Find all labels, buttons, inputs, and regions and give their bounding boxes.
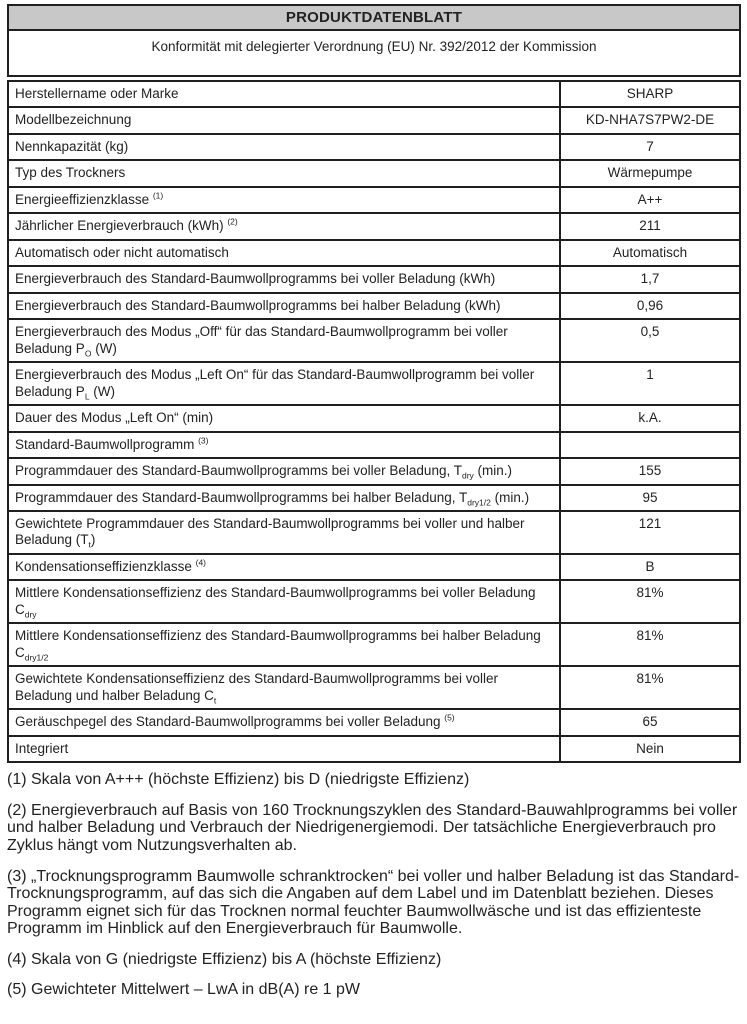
- table-row: [8, 266, 740, 292]
- table-row: [8, 213, 740, 239]
- row-value: 1,7: [560, 266, 740, 292]
- row-value: 121: [560, 511, 740, 554]
- table-row: [8, 187, 740, 213]
- subscript: dry: [461, 470, 474, 481]
- table-row: [8, 160, 740, 186]
- row-label: Energieverbrauch des Modus „Left On“ für das Standard-Baumwollprogramm bei voller Beladung $P_L$ (W): [8, 362, 560, 405]
- row-label: Energieverbrauch des Standard-Baumwollprogramms bei halber Beladung (kWh): [8, 293, 560, 319]
- row-value: KD-NHA7S7PW2-DE: [560, 107, 740, 133]
- datasheet-header: [7, 4, 741, 77]
- row-label: Mittlere Kondensationseffizienz des Standard-Baumwollprogramms bei voller Beladung $C_{dry}$: [8, 580, 560, 623]
- row-label: Mittlere Kondensationseffizienz des Standard-Baumwollprogramms bei halber Beladung $C_{dry1/2}$: [8, 623, 560, 666]
- row-value: [560, 432, 740, 458]
- row-label: Energieverbrauch des Modus „Off“ für das Standard-Baumwollprogramm bei voller Beladung $P_O$ (W): [8, 319, 560, 362]
- row-label: Standard-Baumwollprogramm $^{(3)}$: [8, 432, 560, 458]
- row-value: Wärmepumpe: [560, 160, 740, 186]
- footnote: (3) „Trocknungsprogramm Baumwolle schranktrocken“ bei voller und halber Beladung ist das Standard-Trocknungsprogramm, auf das sich die Angaben auf dem Label und im Datenblatt beziehen. Dieses Programm eignet sich für das Trocknen normal feuchter Baumwollwäsche und ist das effizienteste Programm im Hinblick auf den Energieverbrauch für Baumwolle.: [7, 867, 740, 938]
- row-label: Integriert: [8, 736, 560, 762]
- row-label: Programmdauer des Standard-Baumwollprogramms bei voller Beladung, $T_{dry}$ (min.): [8, 458, 560, 484]
- row-value: 0,96: [560, 293, 740, 319]
- spec-table-body: [8, 81, 740, 762]
- row-value: 65: [560, 709, 740, 735]
- table-row: [8, 319, 740, 362]
- subscript: t: [88, 540, 91, 551]
- row-value: 81%: [560, 666, 740, 709]
- table-row: [8, 623, 740, 666]
- row-label: Herstellername oder Marke: [8, 81, 560, 107]
- row-label: Modellbezeichnung: [8, 107, 560, 133]
- row-label: Automatisch oder nicht automatisch: [8, 240, 560, 266]
- footnote: (1) Skala von A+++ (höchste Effizienz) bis D (niedrigste Effizienz): [7, 771, 470, 789]
- table-row: [8, 736, 740, 762]
- page-title: PRODUKTDATENBLATT: [8, 5, 740, 30]
- page-subtitle: Konformität mit delegierter Verordnung (EU) Nr. 392/2012 der Kommission: [8, 30, 740, 76]
- row-label: Energieverbrauch des Standard-Baumwollprogramms bei voller Beladung (kWh): [8, 266, 560, 292]
- table-row: [8, 458, 740, 484]
- footnote-marker: (5): [444, 712, 455, 723]
- row-value: k.A.: [560, 405, 740, 431]
- row-label: Dauer des Modus „Left On“ (min): [8, 405, 560, 431]
- row-value: 155: [560, 458, 740, 484]
- subscript: dry1/2: [467, 497, 491, 508]
- footnote-marker: (1): [152, 190, 164, 201]
- subscript: L: [84, 391, 90, 402]
- footnote-marker: (2): [227, 216, 238, 227]
- spec-table: [7, 80, 741, 763]
- table-row: [8, 485, 740, 511]
- row-value: 81%: [560, 623, 740, 666]
- row-value: A++: [560, 187, 740, 213]
- row-value: SHARP: [560, 81, 740, 107]
- row-label: Energieeffizienzklasse $^{(1)}$: [8, 187, 560, 213]
- row-label: Jährlicher Energieverbrauch (kWh) $^{(2)}$: [8, 213, 560, 239]
- row-value: 7: [560, 134, 740, 160]
- footnotes: [7, 771, 747, 999]
- subscript: dry1/2: [24, 652, 49, 663]
- row-value: 95: [560, 485, 740, 511]
- table-row: [8, 81, 740, 107]
- table-row: [8, 511, 740, 554]
- table-row: [8, 432, 740, 458]
- table-row: [8, 293, 740, 319]
- row-label: Geräuschpegel des Standard-Baumwollprogramms bei voller Beladung $^{(5)}$: [8, 709, 560, 735]
- row-value: Automatisch: [560, 240, 740, 266]
- subscript: t: [213, 695, 217, 706]
- row-value: B: [560, 554, 740, 580]
- table-row: [8, 134, 740, 160]
- row-value: Nein: [560, 736, 740, 762]
- footnote: (4) Skala von G (niedrigste Effizienz) bis A (höchste Effizienz): [7, 950, 442, 968]
- table-row: [8, 580, 740, 623]
- row-label: Nennkapazität (kg): [8, 134, 560, 160]
- subtitle-row: [8, 30, 740, 76]
- subscript: O: [84, 348, 92, 359]
- subscript: dry: [24, 609, 37, 620]
- row-label: Gewichtete Programmdauer des Standard-Baumwollprogramms bei voller und halber Beladung $(T_t)$: [8, 511, 560, 554]
- footnote: (2) Energieverbrauch auf Basis von 160 Trocknungszyklen des Standard-Bauwahlprogramms bei voller und halber Beladung und Verbrauch der Niedrigenergiemodi. Der tatsächliche Energieverbrauch pro Zyklus hängt vom Nutzungsverhalten ab.: [7, 801, 738, 854]
- table-row: [8, 107, 740, 133]
- row-label: Programmdauer des Standard-Baumwollprogramms bei halber Beladung, $T_{dry1/2}$ (min.): [8, 485, 560, 511]
- table-row: [8, 240, 740, 266]
- row-label: Kondensationseffizienzklasse $^{(4)}$: [8, 554, 560, 580]
- table-row: [8, 362, 740, 405]
- row-value: 1: [560, 362, 740, 405]
- footnote: (5) Gewichteter Mittelwert – LwA in dB(A) re 1 pW: [7, 981, 360, 999]
- footnote-marker: (4): [195, 557, 207, 568]
- table-row: [8, 405, 740, 431]
- row-value: 211: [560, 213, 740, 239]
- row-label: Gewichtete Kondensationseffizienz des Standard-Baumwollprogramms bei voller Beladung und halber Beladung $C_t$: [8, 666, 560, 709]
- footnote-marker: (3): [198, 435, 209, 446]
- table-row: [8, 666, 740, 709]
- title-row: [8, 5, 740, 30]
- table-row: [8, 709, 740, 735]
- row-label: Typ des Trockners: [8, 160, 560, 186]
- row-value: 81%: [560, 580, 740, 623]
- row-value: 0,5: [560, 319, 740, 362]
- table-row: [8, 554, 740, 580]
